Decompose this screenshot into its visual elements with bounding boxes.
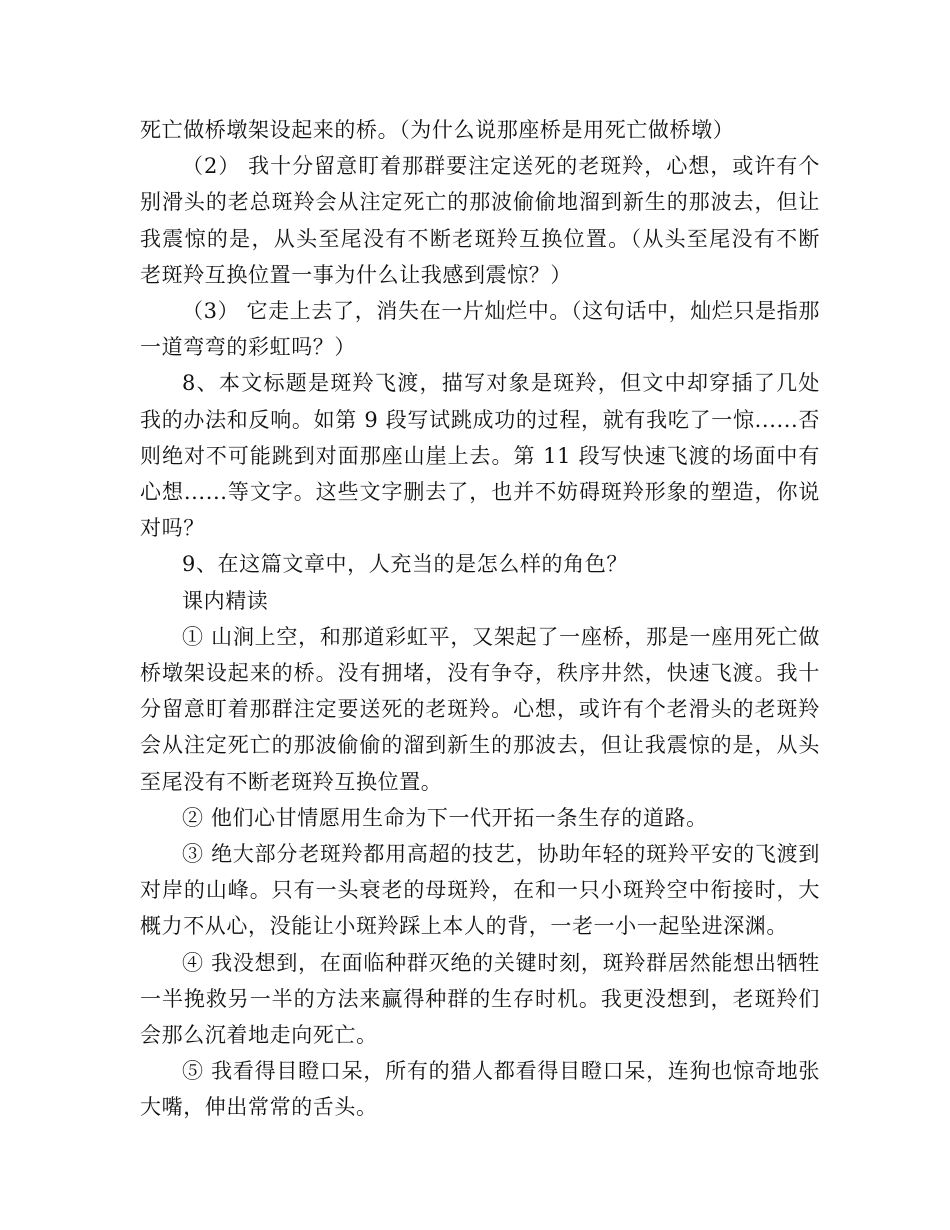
paragraph-reading-3: ③ 绝大部分老斑羚都用高超的技艺，协助年轻的斑羚平安的飞渡到对岸的山峰。只有一头衰老的母斑羚，在和一只小斑羚空中衔接时，大概力不从心，没能让小斑羚踩上本人的背，一老一小一起坠进深渊。 [140,842,820,939]
paragraph-question-8: 8、本文标题是斑羚飞渡，描写对象是斑羚，但文中却穿插了几处我的办法和反响。如第 9 段写试跳成功的过程，就有我吃了一惊......否则绝对不可能跳到对面那座山崖上去。第 11 段写快速飞渡的场面中有心想......等文字。这些文字删去了，也并不妨碍斑羚形象的塑造，你说对吗？ [140,371,820,541]
paragraph-reading-1: ① 山涧上空，和那道彩虹平，又架起了一座桥，那是一座用死亡做桥墩架设起来的桥。没有拥堵，没有争夺，秩序井然，快速飞渡。我十分留意盯着那群注定要送死的老斑羚。心想，或许有个老滑头的老斑羚会从注定死亡的那波偷偷的溜到新生的那波去，但让我震惊的是，从头至尾没有不断老斑羚互换位置。 [140,624,820,794]
paragraph-reading-2: ② 他们心甘情愿用生命为下一代开拓一条生存的道路。 [182,805,708,830]
document-body [140,112,820,1126]
paragraph-question-2: （2） 我十分留意盯着那群要注定送死的老斑羚，心想，或许有个别滑头的老总斑羚会从注定死亡的那波偷偷地溜到新生的那波去，但让我震惊的是，从头至尾没有不断老斑羚互换位置。（从头至尾没有不断老斑羚互换位置一事为什么让我感到震惊？） [140,154,820,287]
paragraph-reading-4: ④ 我没想到，在面临种群灭绝的关键时刻，斑羚群居然能想出牺牲一半挽救另一半的方法来赢得种群的生存时机。我更没想到，老斑羚们会那么沉着地走向死亡。 [140,950,820,1048]
paragraph-question-3: （3） 它走上去了，消失在一片灿烂中。（这句话中，灿烂只是指那一道弯弯的彩虹吗？） [140,299,820,360]
paragraph-reading-5: ⑤ 我看得目瞪口呆，所有的猎人都看得目瞪口呆，连狗也惊奇地张大嘴，伸出常常的舌头。 [140,1059,820,1120]
paragraph-question-9: 9、在这篇文章中，人充当的是怎么样的角色？ [182,552,628,577]
section-heading-close-reading: 课内精读 [182,588,269,613]
paragraph-bridge-question: 死亡做桥墩架设起来的桥。（为什么说那座桥是用死亡做桥墩） [140,118,735,142]
